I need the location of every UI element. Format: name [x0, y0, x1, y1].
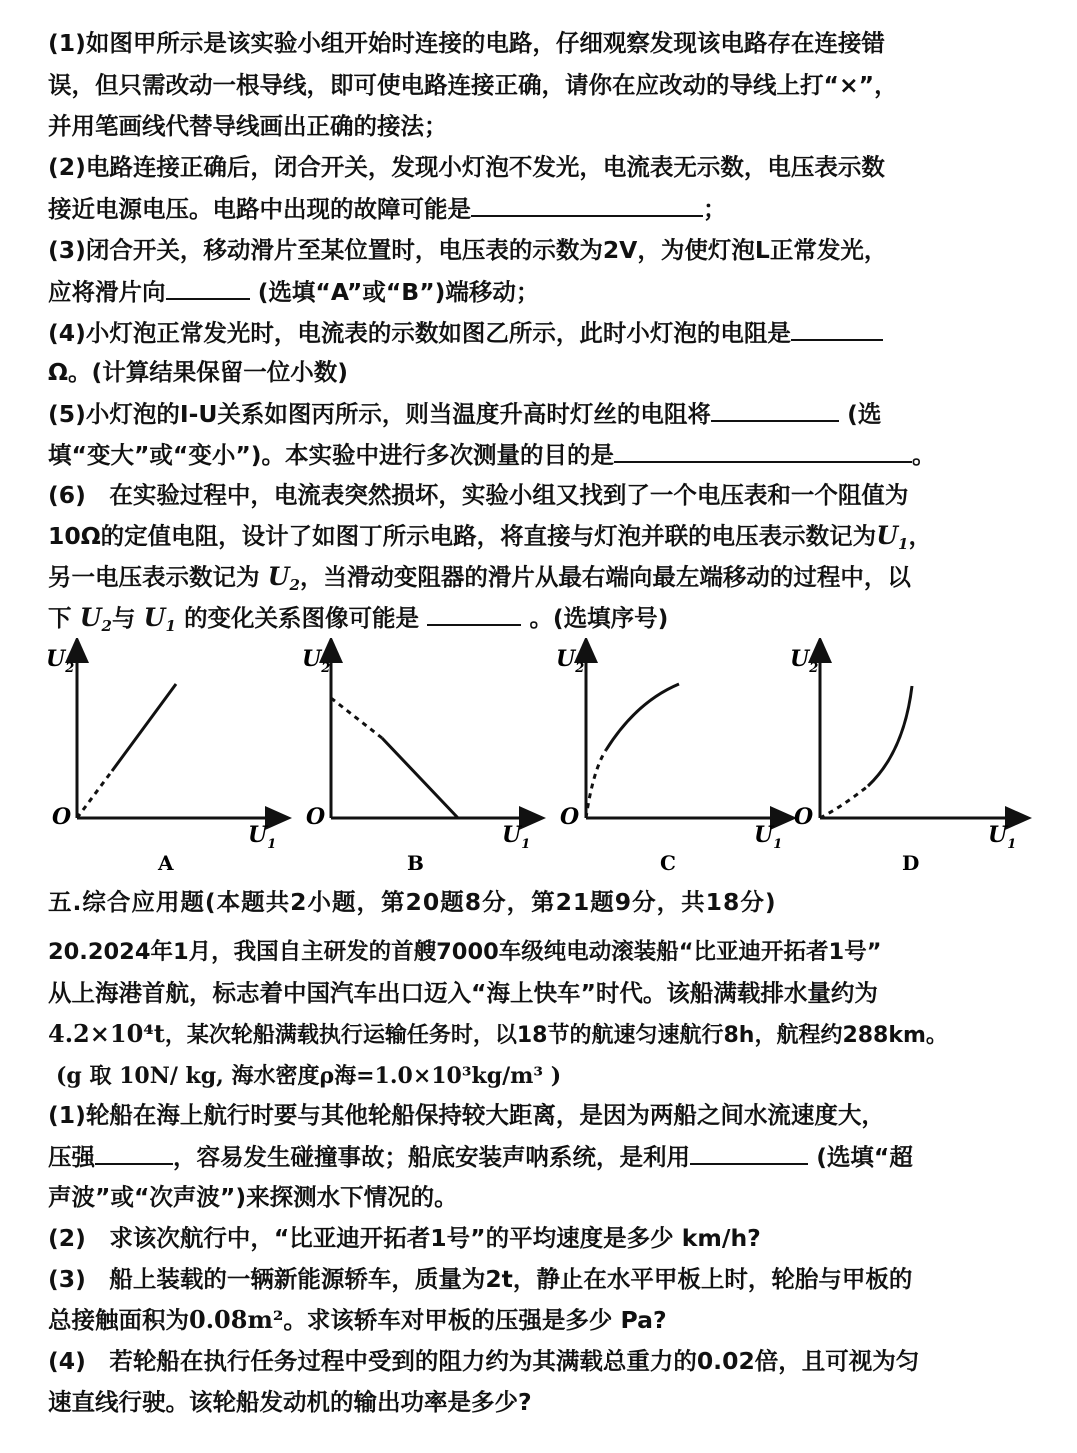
graph-a[interactable] [46, 646, 280, 875]
q5-text-1: (5)小灯泡的I-U关系如图丙所示，则当温度升高时灯丝的电阻将 [48, 400, 711, 428]
q20-p1-text-3: 声波”或“次声波”)来探测水下情况的。 [48, 1183, 458, 1211]
q20-p1-text-2c: (选填“超 [816, 1143, 913, 1171]
q1-line-3 [48, 111, 1048, 141]
q6-text-3-end: ，当滑动变阻器的滑片从最右端向最左端移动的过程中，以 [299, 563, 911, 591]
graph-a-curve [112, 684, 176, 771]
q6-u2-sub: 2 [289, 576, 300, 594]
graph-b-y-label: $U_2$ [302, 646, 331, 676]
q6-u2-sub-2: 2 [101, 617, 112, 635]
q6-u1-letter: U [876, 521, 898, 550]
q4-text-1: (4)小灯泡正常发光时，电流表的示数如图乙所示，此时小灯泡的电阻是 [48, 319, 791, 347]
graph-b-origin: O [306, 804, 326, 830]
q6-line-2: 10Ω的定值电阻，设计了如图丁所示电路，将直接与灯泡并联的电压表示数记为$U_1$， [48, 521, 932, 553]
graph-c-dashed-segment [586, 750, 606, 818]
q2-line-2 [48, 193, 1048, 224]
graph-b-dashed-segment [331, 698, 382, 738]
graph-c[interactable] [556, 646, 785, 875]
q20-p3-line-1 [48, 1264, 1048, 1294]
q1-text-3: 并用笔画线代替导线画出正确的接法； [48, 112, 448, 140]
q3-line-2 [48, 276, 1048, 307]
q6-line-3 [48, 562, 1048, 600]
q20-p1-answer-blank-2[interactable] [690, 1141, 808, 1165]
q20-p1-line-1 [48, 1100, 1048, 1130]
q6-text-4-start: 下 [48, 604, 72, 632]
q20-p2-text: (2) 求该次航行中，“比亚迪开拓者1号”的平均速度是多少 km/h? [48, 1224, 761, 1252]
q4-line-2 [48, 357, 1048, 387]
q6-line-4 [48, 602, 1048, 641]
q2-text-1: (2)电路连接正确后，闭合开关，发现小灯泡不发光，电流表无示数，电压表示数 [48, 153, 885, 181]
q20-p4-line-1 [48, 1346, 1048, 1376]
q5-text-1-end: (选 [847, 400, 882, 428]
q20-p1-line-2 [48, 1141, 1048, 1172]
q1-text-1: (1)如图甲所示是该实验小组开始时连接的电路，仔细观察发现该电路存在连接错 [48, 29, 885, 57]
q20-p1-text-2b: ，容易发生碰撞事故；船底安装声呐系统，是利用 [173, 1143, 690, 1171]
graph-c-origin: O [560, 804, 580, 830]
q2-answer-blank[interactable] [471, 193, 703, 217]
q6-u2-letter: U [267, 562, 290, 591]
graph-a-label: A [158, 851, 174, 875]
graph-a-y-label: $U_2$ [46, 646, 75, 676]
q4-line-1 [48, 317, 1048, 348]
q20-text-3: ，某次轮船满载执行运输任务时，以18节的航速匀速航行8h，航程约288km。 [164, 1023, 948, 1048]
q6-u2-symbol [267, 562, 300, 594]
q5-text-2: 填“变大”或“变小”)。本实验中进行多次测量的目的是 [48, 441, 615, 469]
q20-p4-text-2: 速直线行驶。该轮船发动机的输出功率是多少? [48, 1388, 532, 1416]
graph-d-x-label: $U_1$ [988, 822, 1017, 852]
q20-given-values: (g 取 10N/ kg, 海水密度ρ海=1.0×10³kg/m³ ) [56, 1063, 562, 1089]
q20-line-4 [56, 1060, 1056, 1091]
q3-text-1: (3)闭合开关，移动滑片至某位置时，电压表的示数为2V，为使灯泡L正常发光， [48, 236, 888, 264]
q6-u1-symbol-2 [143, 603, 176, 635]
q6-text-4-end: 的变化关系图像可能是 [184, 604, 420, 632]
graph-options [0, 638, 1077, 878]
q20-line-1 [48, 937, 1048, 967]
q20-p3-text-1: (3) 船上装载的一辆新能源轿车，质量为2t，静止在水平甲板上时，轮胎与甲板的 [48, 1265, 913, 1293]
graph-c-curve [606, 684, 679, 750]
graph-d-y-label: $U_2$ [790, 646, 819, 676]
q3-line-1 [48, 235, 1048, 265]
q20-p1-text-1: (1)轮船在海上航行时要与其他轮船保持较大距离，是因为两船之间水流速度大， [48, 1101, 885, 1129]
q6-u2-letter-2: U [79, 603, 102, 632]
q20-p1-answer-blank-1[interactable] [95, 1141, 173, 1165]
q6-u2-symbol-2 [79, 603, 112, 635]
q4-text-2: Ω。(计算结果保留一位小数) [48, 358, 348, 386]
q20-line-3 [48, 1019, 1048, 1051]
q5-answer-blank-1[interactable] [711, 398, 839, 422]
q5-text-2-end: 。 [912, 441, 936, 469]
graph-b-label: B [407, 851, 424, 875]
graph-d-dashed-segment [820, 786, 868, 818]
graph-b[interactable] [302, 646, 534, 875]
q1-line-2 [48, 70, 1048, 100]
q6-text-4-mid: 与 [111, 604, 136, 632]
graph-a-x-label: $U_1$ [248, 822, 277, 852]
graph-c-label: C [660, 851, 676, 875]
q6-text-1: (6) 在实验过程中，电流表突然损坏，实验小组又找到了一个电压表和一个阻值为 [48, 481, 909, 509]
q6-text-2: 10Ω的定值电阻，设计了如图丁所示电路，将直接与灯泡并联的电压表示数记为 [48, 522, 877, 550]
q3-text-2: 应将滑片向 [48, 278, 166, 306]
graph-d-curve [868, 686, 912, 786]
graph-b-curve [382, 738, 458, 818]
q1-line-1 [48, 28, 1048, 58]
q20-line-2 [48, 978, 1048, 1008]
graph-c-x-label: $U_1$ [754, 822, 783, 852]
graph-a-origin: O [52, 804, 72, 830]
graph-d-label: D [902, 851, 920, 875]
q2-text-2: 接近电源电压。电路中出现的故障可能是 [48, 195, 471, 223]
q20-p3-text-2c: 。求该轿车对甲板的压强是多少 Pa? [283, 1306, 667, 1334]
q5-line-1 [48, 398, 1048, 429]
q20-displacement: 4.2×10⁴t [48, 1019, 165, 1048]
q6-line-1 [48, 480, 1048, 510]
q20-p2-line [48, 1223, 1048, 1253]
q20-p3-line-2 [48, 1305, 1048, 1335]
q6-u1-sub: 1 [898, 535, 909, 553]
graph-a-dashed-segment [77, 771, 112, 818]
q20-p4-text-1: (4) 若轮船在执行任务过程中受到的阻力约为其满载总重力的0.02倍，且可视为匀 [48, 1347, 920, 1375]
q3-text-end: (选填“A”或“B”)端移动； [257, 278, 540, 306]
q6-u1-symbol [876, 521, 909, 553]
q5-answer-blank-2[interactable] [614, 439, 912, 463]
q20-text-1: 20.2024年1月，我国自主研发的首艘7000车级纯电动滚装船“比亚迪开拓者1号” [48, 939, 882, 965]
q1-text-2: 误，但只需改动一根导线，即可使电路连接正确，请你在应改动的导线上打“×”， [48, 71, 898, 99]
q3-answer-blank[interactable] [166, 276, 250, 300]
section-5-title-text: 五.综合应用题(本题共2小题，第20题8分，第21题9分，共18分) [48, 888, 777, 916]
q6-u1-letter-2: U [143, 603, 166, 632]
graph-d-origin: O [794, 804, 814, 830]
q6-answer-blank[interactable] [427, 602, 521, 626]
q2-text-end: ； [703, 195, 727, 223]
q4-answer-blank[interactable] [791, 317, 883, 341]
graph-d[interactable] [790, 646, 1020, 875]
graph-b-x-label: $U_1$ [502, 822, 531, 852]
q6-u1-sub-2: 1 [165, 617, 176, 635]
graph-c-y-label: $U_2$ [556, 646, 585, 676]
q6-text-3: 另一电压表示数记为 [48, 563, 260, 591]
section-5-title [48, 887, 1048, 917]
q20-p3-text-2a: 总接触面积为 [48, 1306, 189, 1334]
q2-line-1 [48, 152, 1048, 182]
q20-p4-line-2 [48, 1387, 1048, 1417]
q5-line-2 [48, 439, 1048, 470]
q20-p1-line-3 [48, 1182, 1048, 1212]
q6-text-4-tail: 。(选填序号) [529, 604, 669, 632]
q20-text-2: 从上海港首航，标志着中国汽车出口迈入“海上快车”时代。该船满载排水量约为 [48, 979, 878, 1007]
q20-p1-text-2a: 压强 [48, 1143, 95, 1171]
q20-p3-area: 0.08m² [189, 1305, 284, 1334]
